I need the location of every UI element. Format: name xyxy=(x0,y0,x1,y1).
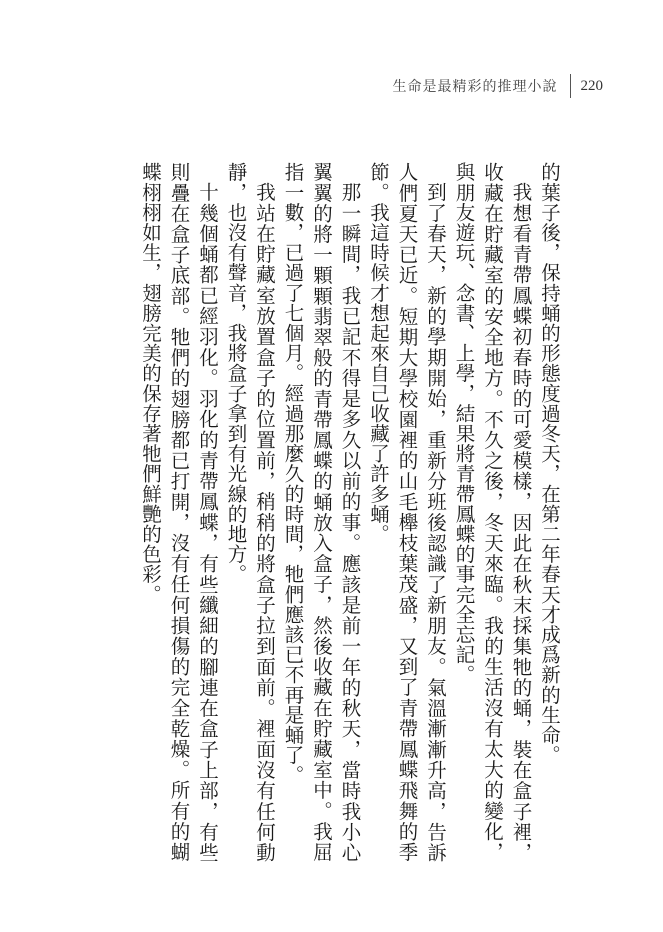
page-number: 220 xyxy=(580,77,603,94)
paragraph: 十幾個蛹都已經羽化。羽化的青帶鳳蝶，有些纖細的腳連在盒子上部，有些則疊在盒子底部。牠們的翅膀都已打開，沒有任何損傷的完全乾燥。所有的蝴蝶栩栩如生，翅膀完美的保存著牠們鮮艷的色彩。 xyxy=(139,162,219,862)
paragraph: 我站在貯藏室放置盒子的位置前，稍稍的將盒子拉到面前。裡面沒有任何動靜，也沒有聲音，我將盒子拿到有光線的地方。 xyxy=(224,162,276,862)
running-head xyxy=(393,74,604,98)
paragraph: 那一瞬間，我已記不得是多久以前的事。應該是前一年的秋天，當時我小心翼翼的將一顆顆翡翠般的青帶鳳蝶的蛹放入盒子，然後收藏在貯藏室中。我屈指一數，已過了七個月。經過那麼久的時間，牠們應該已不再是蛹了。 xyxy=(281,162,362,862)
body-text xyxy=(83,162,563,862)
book-title: 生命是最精彩的推理小說 xyxy=(392,79,558,95)
paragraph: 我想看青帶鳳蝶初春時的可愛模樣，因此在秋末採集牠的蛹，裝在盒子裡，收藏在貯藏室的安全地方。不久之後，冬天來臨。我的生活沒有太大的變化，與朋友遊玩、念書、上學，結果將青帶鳳蝶的事完全忘記。 xyxy=(452,162,533,862)
paragraph: 的葉子後，保持蛹的形態度過冬天，在第二年春天才成爲新的生命。 xyxy=(538,162,561,765)
paragraph: 到了春天，新的學期開始，重新分班後認識了新朋友。氣溫漸漸升高，告訴人們夏天已近。短期大學校園裡的山毛櫸枝葉茂盛，又到了青帶鳳蝶飛舞的季節。我這時候才想起來自己收藏了許多蛹。 xyxy=(367,162,447,862)
